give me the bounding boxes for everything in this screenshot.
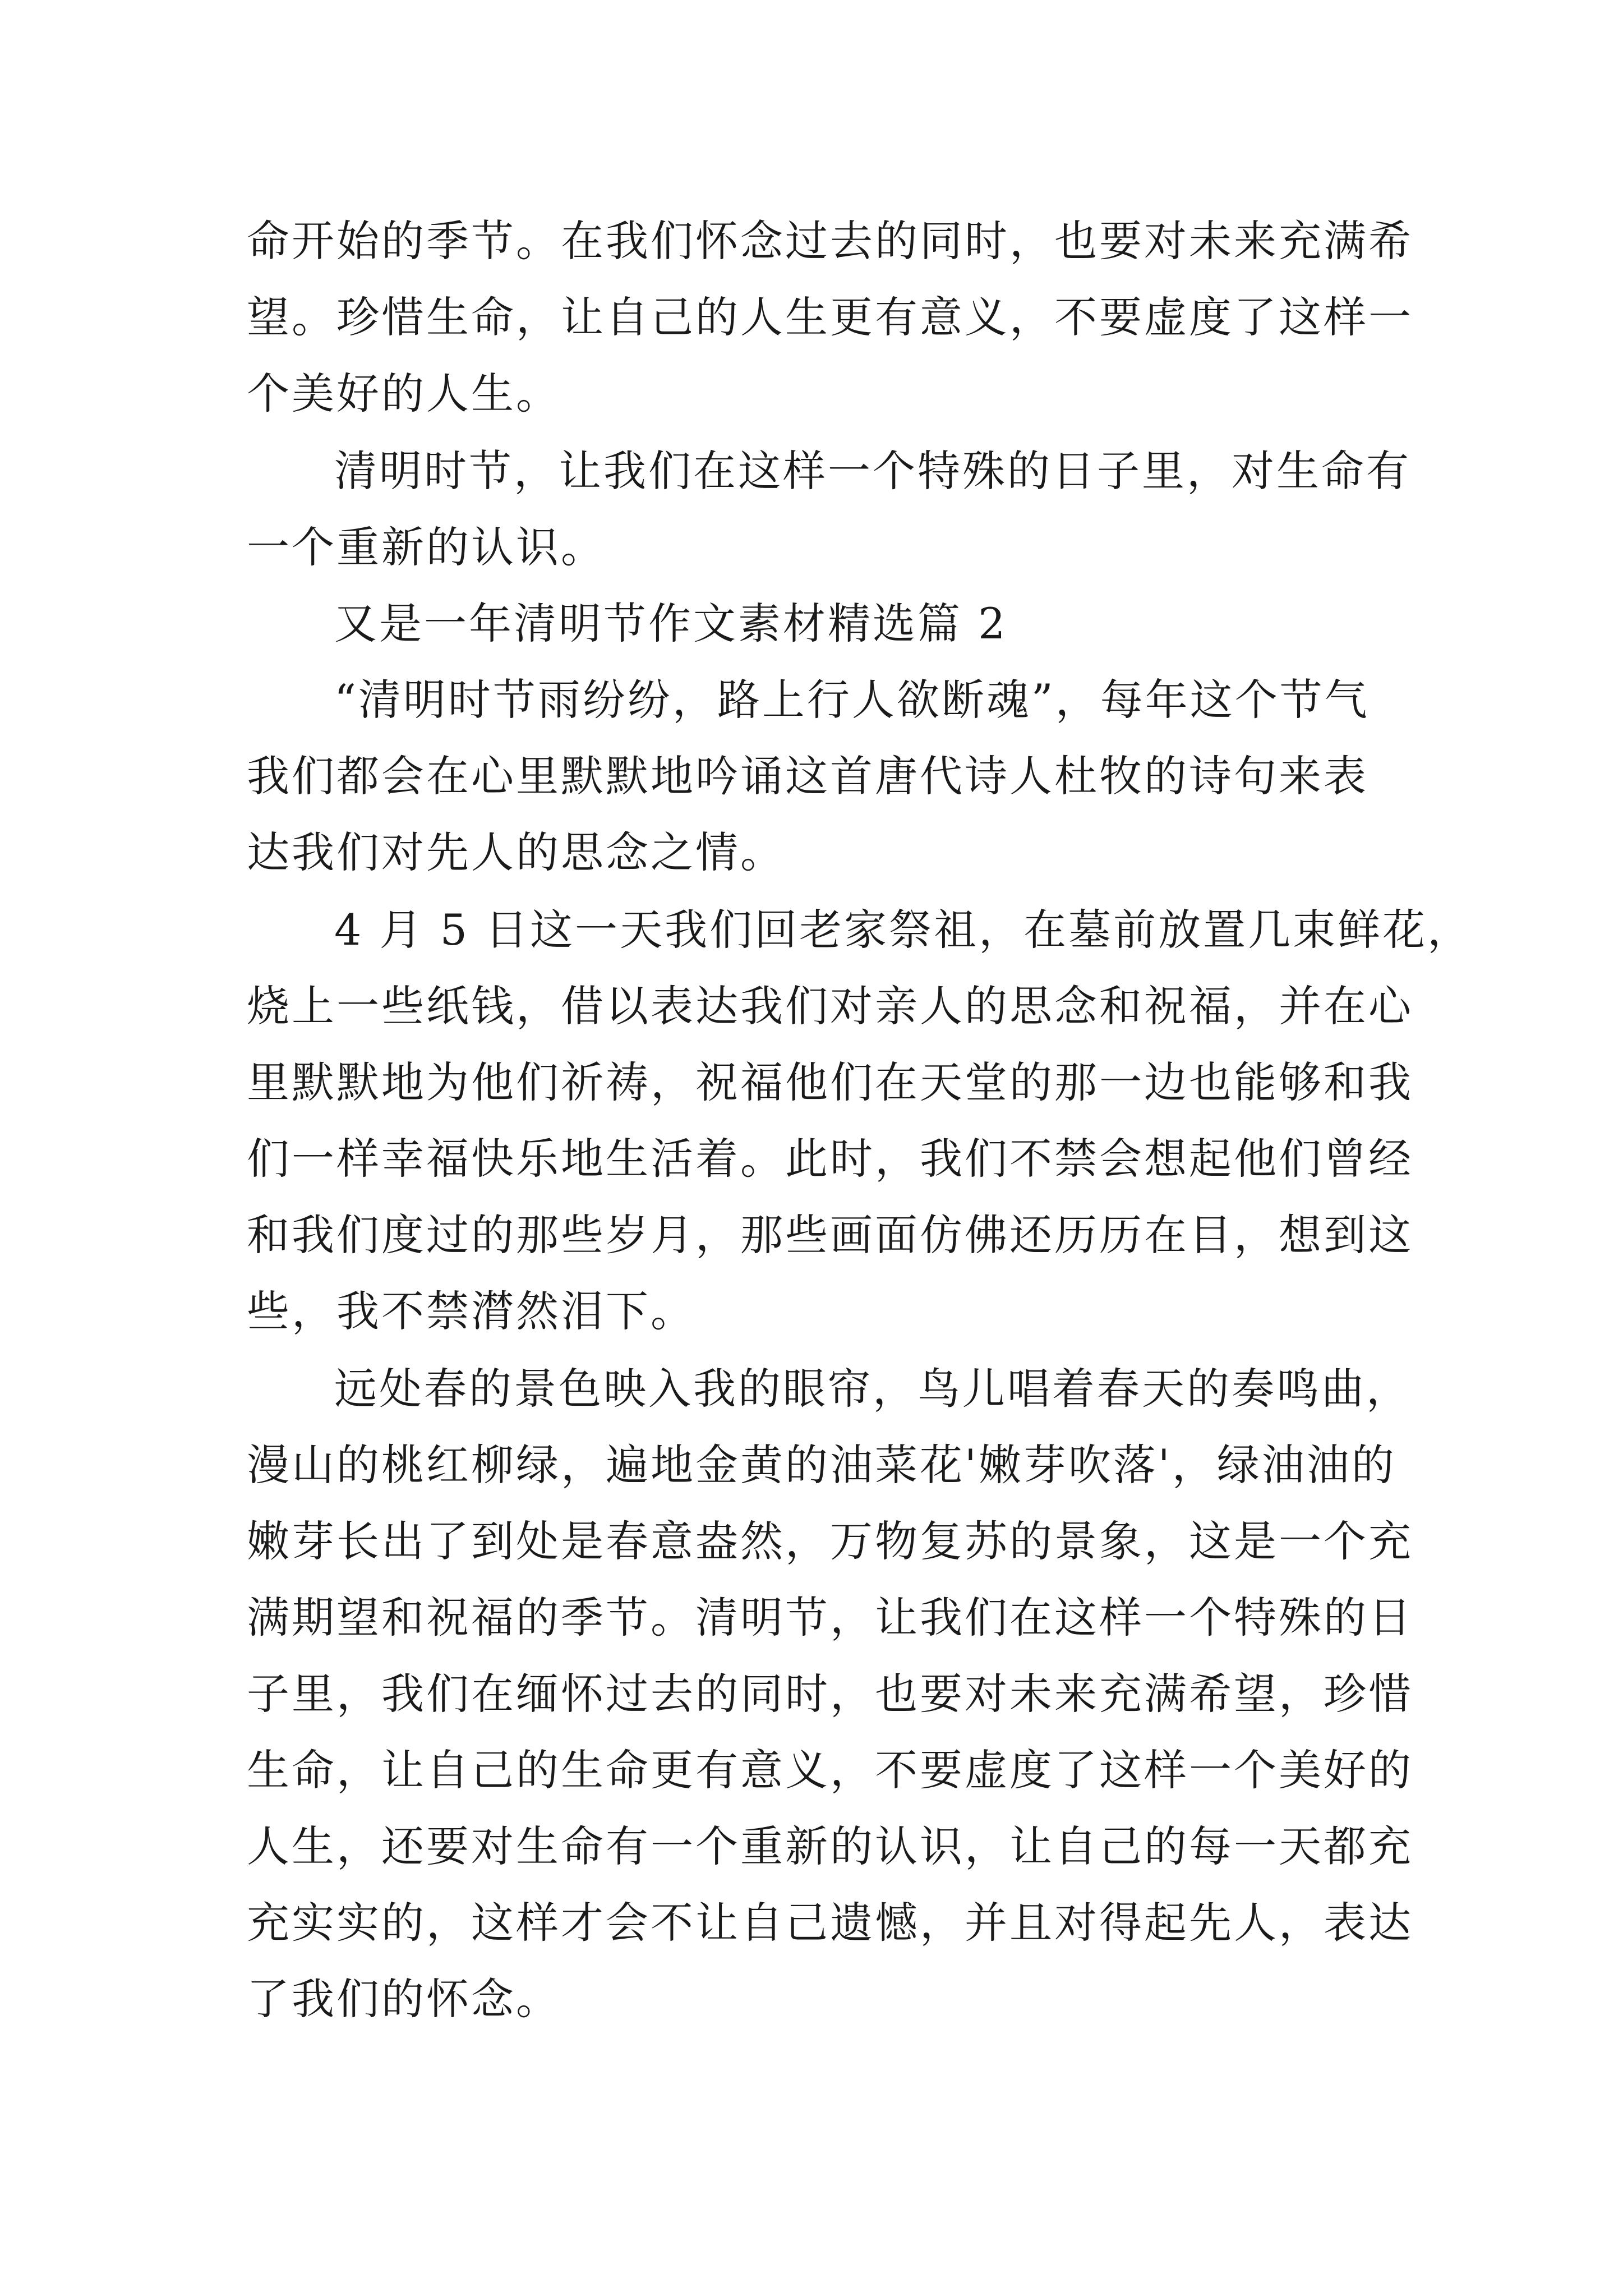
text-line: 我们都会在心里默默地吟诵这首唐代诗人杜牧的诗句来表 bbox=[247, 751, 1368, 801]
text-line: 一个重新的认识。 bbox=[247, 522, 606, 572]
text-line: 些，我不禁潸然泪下。 bbox=[247, 1286, 695, 1336]
text-line: 个美好的人生。 bbox=[247, 369, 561, 418]
text-line: 远处春的景色映入我的眼帘，鸟儿唱着春天的奏鸣曲， bbox=[334, 1364, 1411, 1414]
text-line: 嫩芽长出了到处是春意盎然，万物复苏的景象，这是一个充 bbox=[247, 1516, 1413, 1566]
text-line: 充实实的，这样才会不让自己遗憾，并且对得起先人，表达 bbox=[247, 1898, 1413, 1948]
text-line: 望。珍惜生命，让自己的人生更有意义，不要虚度了这样一 bbox=[247, 292, 1413, 342]
text-line: 和我们度过的那些岁月，那些画面仿佛还历历在目，想到这 bbox=[247, 1210, 1413, 1260]
text-line: 清明时节，让我们在这样一个特殊的日子里，对生命有 bbox=[334, 446, 1411, 496]
text-line: 子里，我们在缅怀过去的同时，也要对未来充满希望，珍惜 bbox=[247, 1669, 1413, 1719]
text-line: 4 月 5 日这一天我们回老家祭祖，在墓前放置几束鲜花， bbox=[334, 905, 1473, 955]
text-line: 了我们的怀念。 bbox=[247, 1974, 561, 2024]
text-line: 达我们对先人的思念之情。 bbox=[247, 827, 785, 877]
text-line: 里默默地为他们祈祷，祝福他们在天堂的那一边也能够和我 bbox=[247, 1057, 1413, 1107]
text-line: 烧上一些纸钱，借以表达我们对亲人的思念和祝福，并在心 bbox=[247, 981, 1413, 1031]
text-line: 命开始的季节。在我们怀念过去的同时，也要对未来充满希 bbox=[247, 216, 1413, 266]
text-line: 们一样幸福快乐地生活着。此时，我们不禁会想起他们曾经 bbox=[247, 1134, 1413, 1184]
text-line: 漫山的桃红柳绿，遍地金黄的油菜花'嫩芽吹落'，绿油油的 bbox=[247, 1440, 1396, 1490]
section-heading: 又是一年清明节作文素材精选篇 2 bbox=[334, 599, 1008, 648]
text-line: 人生，还要对生命有一个重新的认识，让自己的每一天都充 bbox=[247, 1821, 1413, 1871]
text-line: 满期望和祝福的季节。清明节，让我们在这样一个特殊的日 bbox=[247, 1593, 1413, 1642]
text-line: “清明时节雨纷纷，路上行人欲断魂”，每年这个节气 bbox=[334, 675, 1370, 725]
text-line: 生命，让自己的生命更有意义，不要虚度了这样一个美好的 bbox=[247, 1745, 1413, 1795]
